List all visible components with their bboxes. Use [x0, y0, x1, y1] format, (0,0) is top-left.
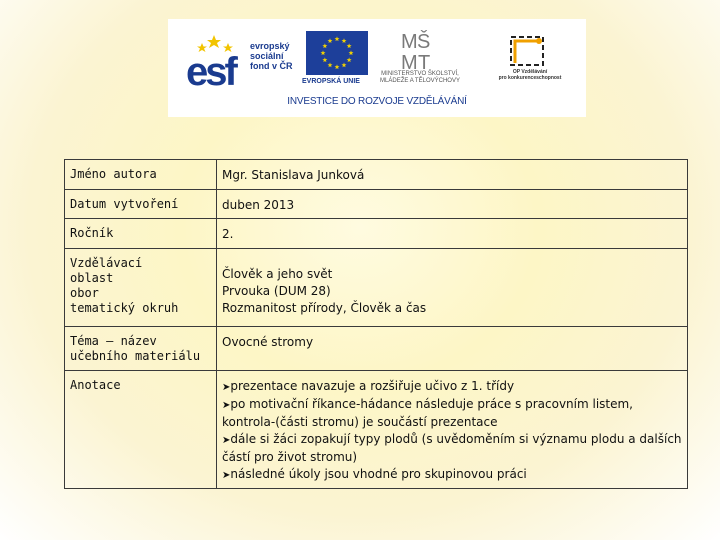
msmt-logo: [400, 29, 434, 73]
svg-text:esf: esf: [186, 50, 235, 94]
op-logo: [506, 33, 548, 69]
arrow-bullet-icon: ➤: [222, 382, 231, 393]
topic-value: Ovocné stromy: [217, 327, 688, 371]
arrow-bullet-icon: ➤: [222, 400, 231, 411]
info-table: [64, 159, 688, 489]
table-row: [65, 371, 688, 489]
eu-flag-icon: [306, 31, 368, 75]
annotation-line: ➤dále si žáci zopakují typy plodů (s uvědoměním si významu plodu a dalších částí pro život stromu): [222, 432, 682, 464]
created-value: duben 2013: [217, 190, 688, 219]
grade-value: 2.: [217, 219, 688, 249]
table-row: [65, 219, 688, 249]
svg-text:M: M: [401, 31, 418, 53]
annotation-line: ➤po motivační říkance-hádance následuje práce s pracovním listem, kontrola-(části stromu) je součástí prezentace: [222, 397, 633, 429]
svg-text:M: M: [401, 52, 418, 73]
topic-label: Téma – název učebního materiálu: [65, 327, 217, 371]
annotation-line: ➤prezentace navazuje a rozšiřuje učivo z 1. třídy: [222, 379, 515, 393]
op-label: OP Vzdělávání pro konkurenceschopnost: [498, 69, 562, 81]
msmt-label: MINISTERSTVO ŠKOLSTVÍ, MLÁDEŽE A TĚLOVÝCHOVY: [380, 71, 460, 84]
grade-label: Ročník: [65, 219, 217, 249]
logo-banner: [168, 19, 586, 117]
area-label: Vzdělávací oblast obor tematický okruh: [65, 249, 217, 327]
table-row: [65, 160, 688, 190]
banner-tagline: INVESTICE DO ROZVOJE VZDĚLÁVÁNÍ: [287, 96, 467, 107]
annotation-value: [217, 371, 688, 489]
svg-text:Š: Š: [417, 31, 431, 53]
annotation-line: ➤následné úkoly jsou vhodné pro skupinovou práci: [222, 467, 527, 481]
svg-text:T: T: [418, 52, 431, 73]
arrow-bullet-icon: ➤: [222, 435, 231, 446]
eu-label: EVROPSKÁ UNIE: [302, 78, 360, 85]
annotation-label: Anotace: [65, 371, 217, 489]
area-value: Člověk a jeho svět Prvouka (DUM 28) Rozmanitost přírody, Člověk a čas: [217, 249, 688, 327]
created-label: Datum vytvoření: [65, 190, 217, 219]
esf-text: evropský sociální fond v ČR: [250, 41, 293, 71]
arrow-bullet-icon: ➤: [222, 470, 231, 481]
table-row: [65, 249, 688, 327]
table-row: [65, 327, 688, 371]
author-value: Mgr. Stanislava Junková: [217, 160, 688, 190]
table-row: [65, 190, 688, 219]
author-label: Jméno autora: [65, 160, 217, 190]
